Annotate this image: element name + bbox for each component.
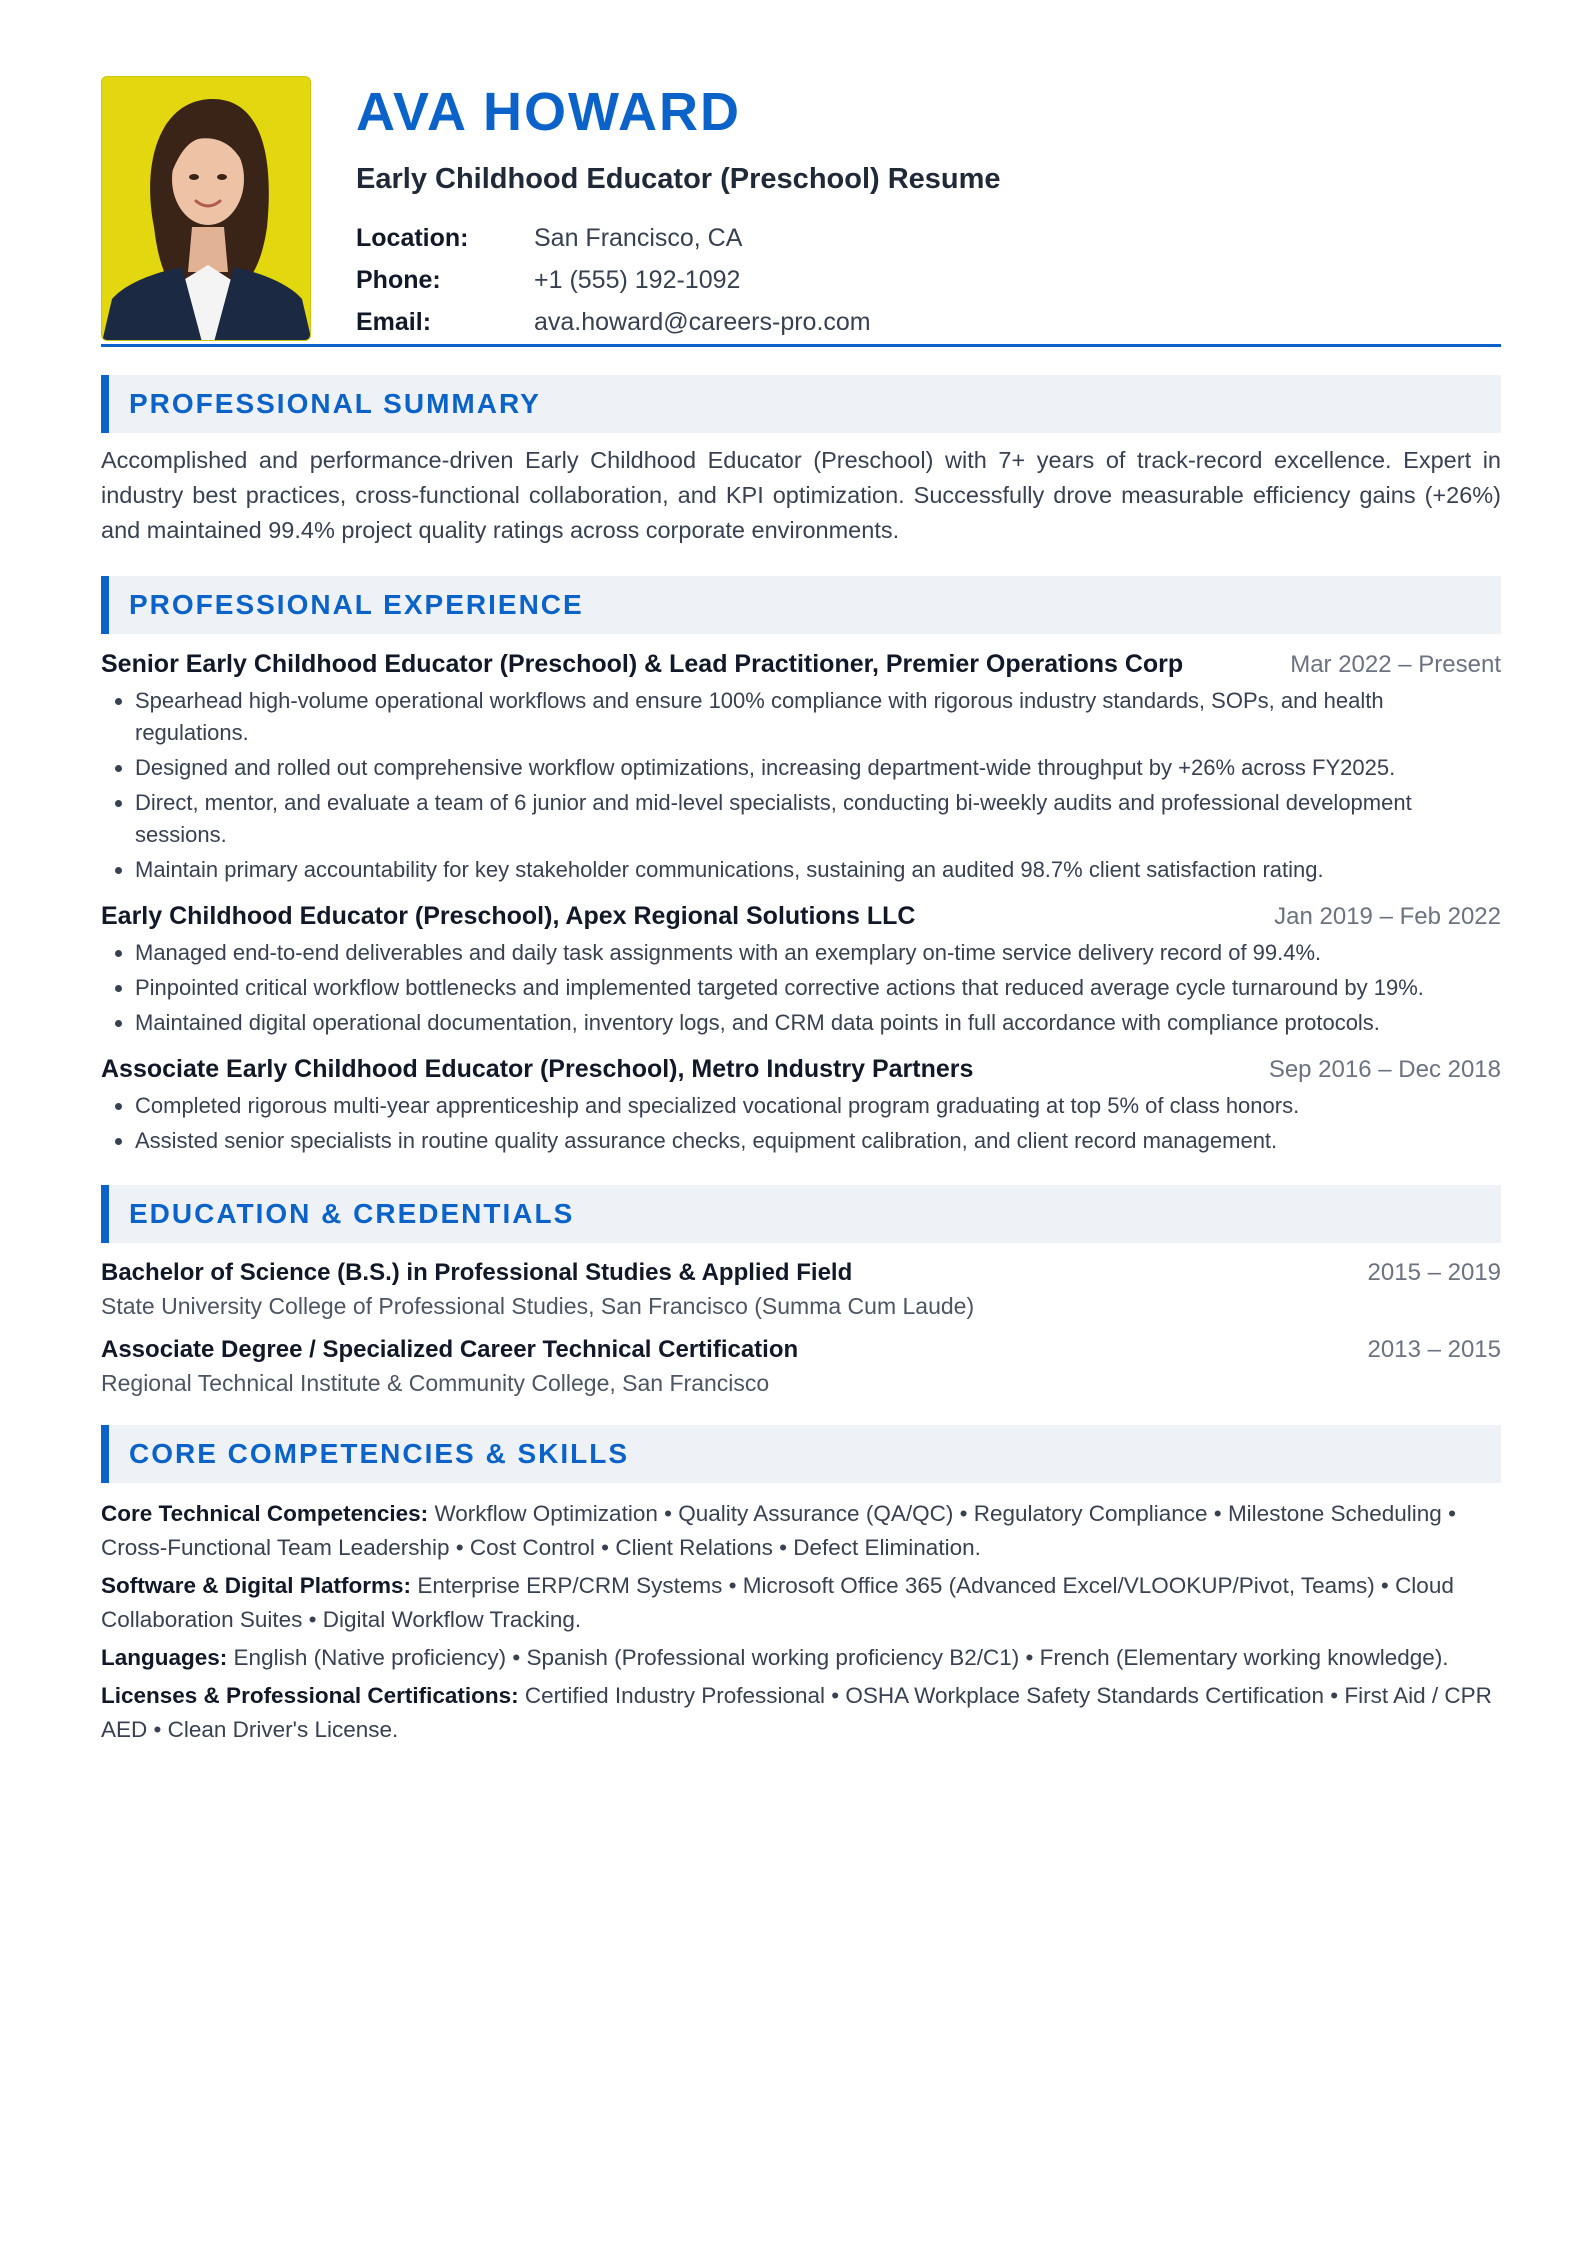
job-dates: Mar 2022 – Present [1290,651,1501,678]
section-heading-experience [101,576,1501,634]
contact-value: +1 (555) 192-1092 [534,266,741,295]
resume-subtitle: Early Childhood Educator (Preschool) Resume [356,162,1001,195]
contact-value: San Francisco, CA [534,224,743,253]
header-divider [101,344,1501,347]
bullet-item: • Managed end-to-end deliverables and daily task assignments with an exemplary on-time service delivery record of 99.4%. [135,937,1501,969]
section-title: PROFESSIONAL SUMMARY [129,388,541,419]
section-heading-skills [101,1425,1501,1483]
education-dates: 2015 – 2019 [1367,1259,1501,1286]
contact-label: Email: [356,308,432,337]
education-entry [101,1259,1501,1320]
skill-group-text: Workflow Optimization • Quality Assurance (QA/QC) • Regulatory Compliance • Milestone Scheduling • Cross-Functional Team Leadership • Cost Control • Client Relations • Defect Elimination. [101,1501,1456,1560]
contact-value: ava.howard@careers-pro.com [534,308,871,337]
portrait-illustration [102,77,311,341]
bullet-item: • Spearhead high-volume operational workflows and ensure 100% compliance with rigorous industry standards, SOPs, and health regulations. [135,685,1501,749]
degree-title: Associate Degree / Specialized Career Technical Certification [101,1336,799,1363]
contact-email [356,302,1001,344]
job-entry [101,1055,1501,1157]
skill-group-text: Certified Industry Professional • OSHA Workplace Safety Standards Certification • First Aid / CPR AED • Clean Driver's License. [101,1683,1492,1742]
job-dates: Sep 2016 – Dec 2018 [1268,1056,1501,1083]
bullet-item: • Maintain primary accountability for key stakeholder communications, sustaining an audited 98.7% client satisfaction rating. [135,854,1501,886]
skills-list [101,1497,1501,1747]
skill-group [101,1641,1501,1675]
contact-label: Phone: [356,266,441,295]
job-entry [101,650,1501,886]
skill-group-text: English (Native proficiency) • Spanish (Professional working proficiency B2/C1) • French (Elementary working knowledge). [233,1645,1449,1670]
section-heading-summary [101,375,1501,433]
section-heading-education [101,1185,1501,1243]
school-name: Regional Technical Institute & Community College, San Francisco [101,1370,770,1396]
job-bullets [101,685,1501,886]
bullet-item: • Assisted senior specialists in routine quality assurance checks, equipment calibration, and client record management. [135,1125,1501,1157]
job-title: Associate Early Childhood Educator (Preschool), Metro Industry Partners [101,1055,974,1083]
summary-text: Accomplished and performance-driven Early Childhood Educator (Preschool) with 7+ years of track-record excellence. Expert in industry best practices, cross-functional collaboration, and KPI optimization. Successfully drove measurable efficiency gains (+26%) and maintained 99.4% project quality ratings across corporate environments. [101,447,1501,543]
skill-group-label: Languages: [101,1645,228,1670]
school-name: State University College of Professional Studies, San Francisco (Summa Cum Laude) [101,1293,975,1319]
resume-header [101,76,1501,344]
candidate-name: AVA HOWARD [356,82,741,142]
education-entry [101,1336,1501,1397]
bullet-item: • Maintained digital operational documentation, inventory logs, and CRM data points in full accordance with compliance protocols. [135,1007,1501,1039]
bullet-item: • Designed and rolled out comprehensive workflow optimizations, increasing department-wide throughput by +26% across FY2025. [135,752,1501,784]
job-bullets [101,1090,1501,1157]
job-title: Senior Early Childhood Educator (Preschool) & Lead Practitioner, Premier Operations Corp [101,650,1184,678]
contact-location [356,218,1001,260]
profile-photo [101,76,311,341]
degree-title: Bachelor of Science (B.S.) in Professional Studies & Applied Field [101,1259,853,1286]
section-title: EDUCATION & CREDENTIALS [129,1198,575,1229]
skill-group [101,1569,1501,1637]
header-info [356,76,1001,344]
skill-group-label: Core Technical Competencies: [101,1501,429,1526]
bullet-item: • Direct, mentor, and evaluate a team of 6 junior and mid-level specialists, conducting bi-weekly audits and professional development sessions. [135,787,1501,851]
bullet-item: • Completed rigorous multi-year apprenticeship and specialized vocational program graduating at top 5% of class honors. [135,1090,1501,1122]
bullet-item: • Pinpointed critical workflow bottlenecks and implemented targeted corrective actions that reduced average cycle turnaround by 19%. [135,972,1501,1004]
job-bullets [101,937,1501,1039]
education-dates: 2013 – 2015 [1367,1336,1501,1363]
skill-group-label: Software & Digital Platforms: [101,1573,412,1598]
section-title: CORE COMPETENCIES & SKILLS [129,1438,630,1469]
contact-label: Location: [356,224,469,253]
job-entry [101,902,1501,1039]
section-title: PROFESSIONAL EXPERIENCE [129,589,584,620]
job-dates: Jan 2019 – Feb 2022 [1274,903,1501,930]
skill-group-label: Licenses & Professional Certifications: [101,1683,519,1708]
job-title: Early Childhood Educator (Preschool), Apex Regional Solutions LLC [101,902,916,930]
skill-group [101,1497,1501,1565]
contact-phone [356,260,1001,302]
skill-group-text: Enterprise ERP/CRM Systems • Microsoft Office 365 (Advanced Excel/VLOOKUP/Pivot, Teams) • Cloud Collaboration Suites • Digital Workflow Tracking. [101,1573,1454,1632]
skill-group [101,1679,1501,1747]
